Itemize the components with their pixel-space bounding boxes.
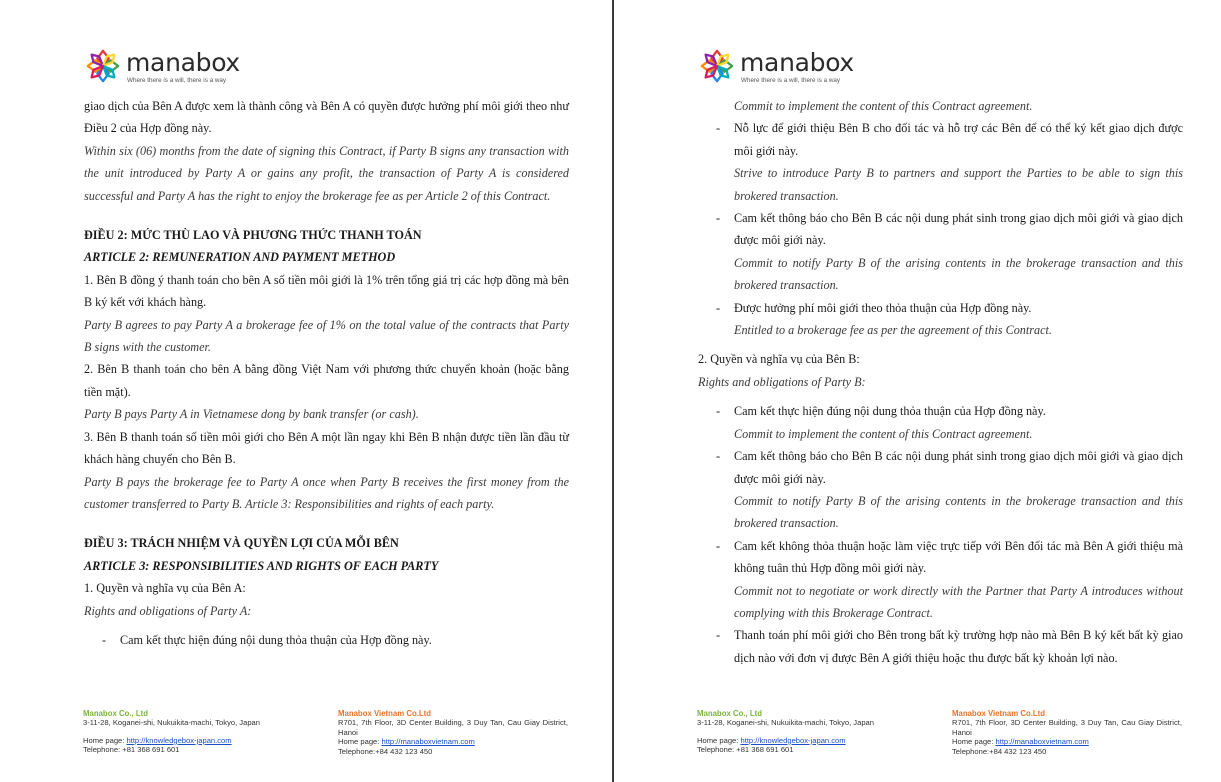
footer-japan-address: 3-11-28, Koganei-shi, Nukuikita-machi, Tokyo, Japan (697, 718, 874, 728)
flower-logo-icon (84, 47, 122, 85)
bullet-dash: - (102, 632, 107, 647)
footer-japan (83, 709, 303, 755)
footer-vietnam (952, 709, 1182, 756)
footer-vietnam-telephone: Telephone:+84 432 123 450 (338, 746, 433, 756)
bullet-dash: - (716, 628, 721, 643)
bullet-item (698, 445, 1183, 490)
right-page-content (698, 95, 1183, 669)
bullet-en: Strive to introduce Party B to partners and support the Parties to be able to sign this brokered transaction. (734, 166, 1183, 203)
bullet-item (698, 207, 1183, 252)
clause-2-3-vi: 3. Bên B thanh toán số tiền môi giới cho Bên A một lần ngay khi Bên B nhận được tiền lần đầu từ khách hàng chuyển cho Bên B. (84, 429, 569, 467)
article-3-heading-vi: ĐIỀU 3: TRÁCH NHIỆM VÀ QUYỀN LỢI CỦA MỖI BÊN (84, 536, 399, 551)
article-2-heading-vi: ĐIỀU 2: MỨC THÙ LAO VÀ PHƯƠNG THỨC THANH TOÁN (84, 228, 422, 243)
bullet-item (698, 624, 1183, 669)
brand-name: manabox (740, 48, 854, 77)
footer-vietnam-homepage-label: Home page: (338, 737, 382, 747)
bullet-en: Commit not to negotiate or work directly with the Partner that Party A introduces without complying with this Brokerage Contract. (734, 583, 1183, 620)
section-2-heading-vi: 2. Quyền và nghĩa vụ của Bên B: (698, 352, 860, 367)
footer-japan (697, 709, 917, 755)
footer-japan-company: Manabox Co., Ltd (83, 709, 148, 718)
bullet-text: Thanh toán phí môi giới cho Bên trong bất kỳ trường hợp nào mà Bên B ký kết bất kỳ giao dịch nào với đơn vị được Bên A giới thiệu hoặc thu được bất kỳ khoản lợi nào. (734, 628, 1183, 665)
section-2-heading-en: Rights and obligations of Party B: (698, 374, 866, 389)
footer-japan-homepage-label: Home page: (83, 735, 127, 745)
manabox-logo (698, 47, 854, 85)
bullet-en-continued: Commit to implement the content of this Contract agreement. (734, 99, 1033, 113)
article-3-heading-en: ARTICLE 3: RESPONSIBILITIES AND RIGHTS OF EACH PARTY (84, 558, 439, 573)
footer-vietnam-company: Manabox Vietnam Co.Ltd (952, 709, 1045, 718)
flower-logo-icon (698, 47, 736, 85)
paragraph-vi: giao dịch của Bên A được xem là thành công và Bên A có quyền được hưởng phí môi giới theo như Điều 2 của Hợp đồng này. (84, 99, 569, 136)
footer-vietnam-address: R701, 7th Floor, 3D Center Building, 3 Duy Tan, Cau Giay District, Hanoi (952, 718, 1182, 737)
paragraph-en: Within six (06) months from the date of signing this Contract, if Party B signs any transaction with the unit introduced by Party A or gains any profit, the transaction of Party A is considered successful and Party A has the right to enjoy the brokerage fee as per Article 2 of this Contract. (84, 143, 569, 203)
clause-3-1-vi: 1. Quyền và nghĩa vụ của Bên A: (84, 581, 246, 596)
footer-japan-company: Manabox Co., Ltd (697, 709, 762, 718)
clause-2-1-en: Party B agrees to pay Party A a brokerage fee of 1% on the total value of the contracts that Party B signs with the customer. (84, 317, 569, 355)
footer-japan-address: 3-11-28, Koganei-shi, Nukuikita-machi, Tokyo, Japan (83, 718, 260, 728)
bullet-text: Cam kết thông báo cho Bên B các nội dung phát sinh trong giao dịch môi giới và giao dịch được môi giới này. (734, 449, 1183, 486)
document-page-right (614, 0, 1221, 782)
footer-vietnam-homepage-link[interactable]: http://manaboxvietnam.com (995, 737, 1089, 747)
footer-vietnam (338, 709, 568, 756)
bullet-dash: - (716, 449, 721, 464)
bullet-item (698, 400, 1183, 422)
footer-vietnam-address: R701, 7th Floor, 3D Center Building, 3 Duy Tan, Cau Giay District, Hanoi (338, 718, 568, 737)
brand-tagline: Where there is a will, there is a way (741, 77, 841, 84)
bullet-text: Cam kết thực hiện đúng nội dung thỏa thuận của Hợp đồng này. (734, 404, 1046, 419)
bullet-dash: - (716, 211, 721, 226)
brand-tagline: Where there is a will, there is a way (127, 77, 227, 84)
footer-japan-telephone: Telephone: +81 368 691 601 (83, 745, 180, 755)
bullet-dash: - (716, 404, 721, 419)
clause-2-3-en: Party B pays the brokerage fee to Party A once when Party B receives the first money from the customer transferred to Party B. Article 3: Responsibilities and rights of each party. (84, 474, 569, 511)
left-page-content (84, 95, 569, 651)
footer-vietnam-company: Manabox Vietnam Co.Ltd (338, 709, 431, 718)
clause-2-2-vi: 2. Bên B thanh toán cho bên A bằng đồng Việt Nam với phương thức chuyển khoản (hoặc bằng tiền mặt). (84, 362, 569, 399)
bullet-item (698, 297, 1183, 319)
brand-name: manabox (126, 48, 240, 77)
bullet-dash: - (716, 121, 721, 136)
bullet-text: Cam kết không thỏa thuận hoặc làm việc trực tiếp với Bên đối tác mà Bên A giới thiệu mà không tuân thủ Hợp đồng môi giới này. (734, 538, 1183, 576)
footer-japan-homepage-label: Home page: (697, 735, 741, 745)
bullet-en: Entitled to a brokerage fee as per the agreement of this Contract. (734, 323, 1052, 338)
bullet-en: Commit to notify Party B of the arising contents in the brokerage transaction and this brokered transaction. (734, 493, 1183, 531)
bullet-en: Commit to implement the content of this Contract agreement. (734, 426, 1033, 441)
footer-japan-homepage-link[interactable]: http://knowledgebox-japan.com (740, 735, 846, 745)
bullet-text: Được hưởng phí môi giới theo thỏa thuận của Hợp đồng này. (734, 300, 1032, 315)
bullet-text: Nỗ lực để giới thiệu Bên B cho đối tác và hỗ trợ các Bên để có thể ký kết giao dịch được môi giới này. (734, 121, 1183, 158)
bullet-en: Commit to notify Party B of the arising contents in the brokerage transaction and this brokered transaction. (734, 255, 1183, 293)
bullet-dash: - (716, 538, 721, 553)
footer-vietnam-homepage-label: Home page: (952, 737, 996, 747)
footer-vietnam-telephone: Telephone:+84 432 123 450 (952, 746, 1047, 756)
bullet-item (84, 629, 569, 651)
clause-2-2-en: Party B pays Party A in Vietnamese dong by bank transfer (or cash). (84, 407, 419, 422)
article-2-heading-en: ARTICLE 2: REMUNERATION AND PAYMENT METHOD (84, 250, 396, 265)
footer-japan-telephone: Telephone: +81 368 691 601 (697, 745, 794, 755)
footer-vietnam-homepage-link[interactable]: http://manaboxvietnam.com (381, 737, 475, 747)
footer-japan-homepage-link[interactable]: http://knowledgebox-japan.com (126, 735, 232, 745)
clause-3-1-en: Rights and obligations of Party A: (84, 603, 252, 618)
bullet-text: Cam kết thực hiện đúng nội dung thỏa thuận của Hợp đồng này. (120, 632, 432, 647)
clause-2-1-vi: 1. Bên B đồng ý thanh toán cho bên A số tiền môi giới là 1% trên tổng giá trị các hợp đồng mà bên B ký kết với khách hàng. (84, 272, 569, 310)
bullet-item (698, 535, 1183, 580)
bullet-text: Cam kết thông báo cho Bên B các nội dung phát sinh trong giao dịch môi giới và giao dịch được môi giới này. (734, 211, 1183, 248)
manabox-logo (84, 47, 240, 85)
bullet-item (698, 117, 1183, 162)
bullet-dash: - (716, 300, 721, 315)
